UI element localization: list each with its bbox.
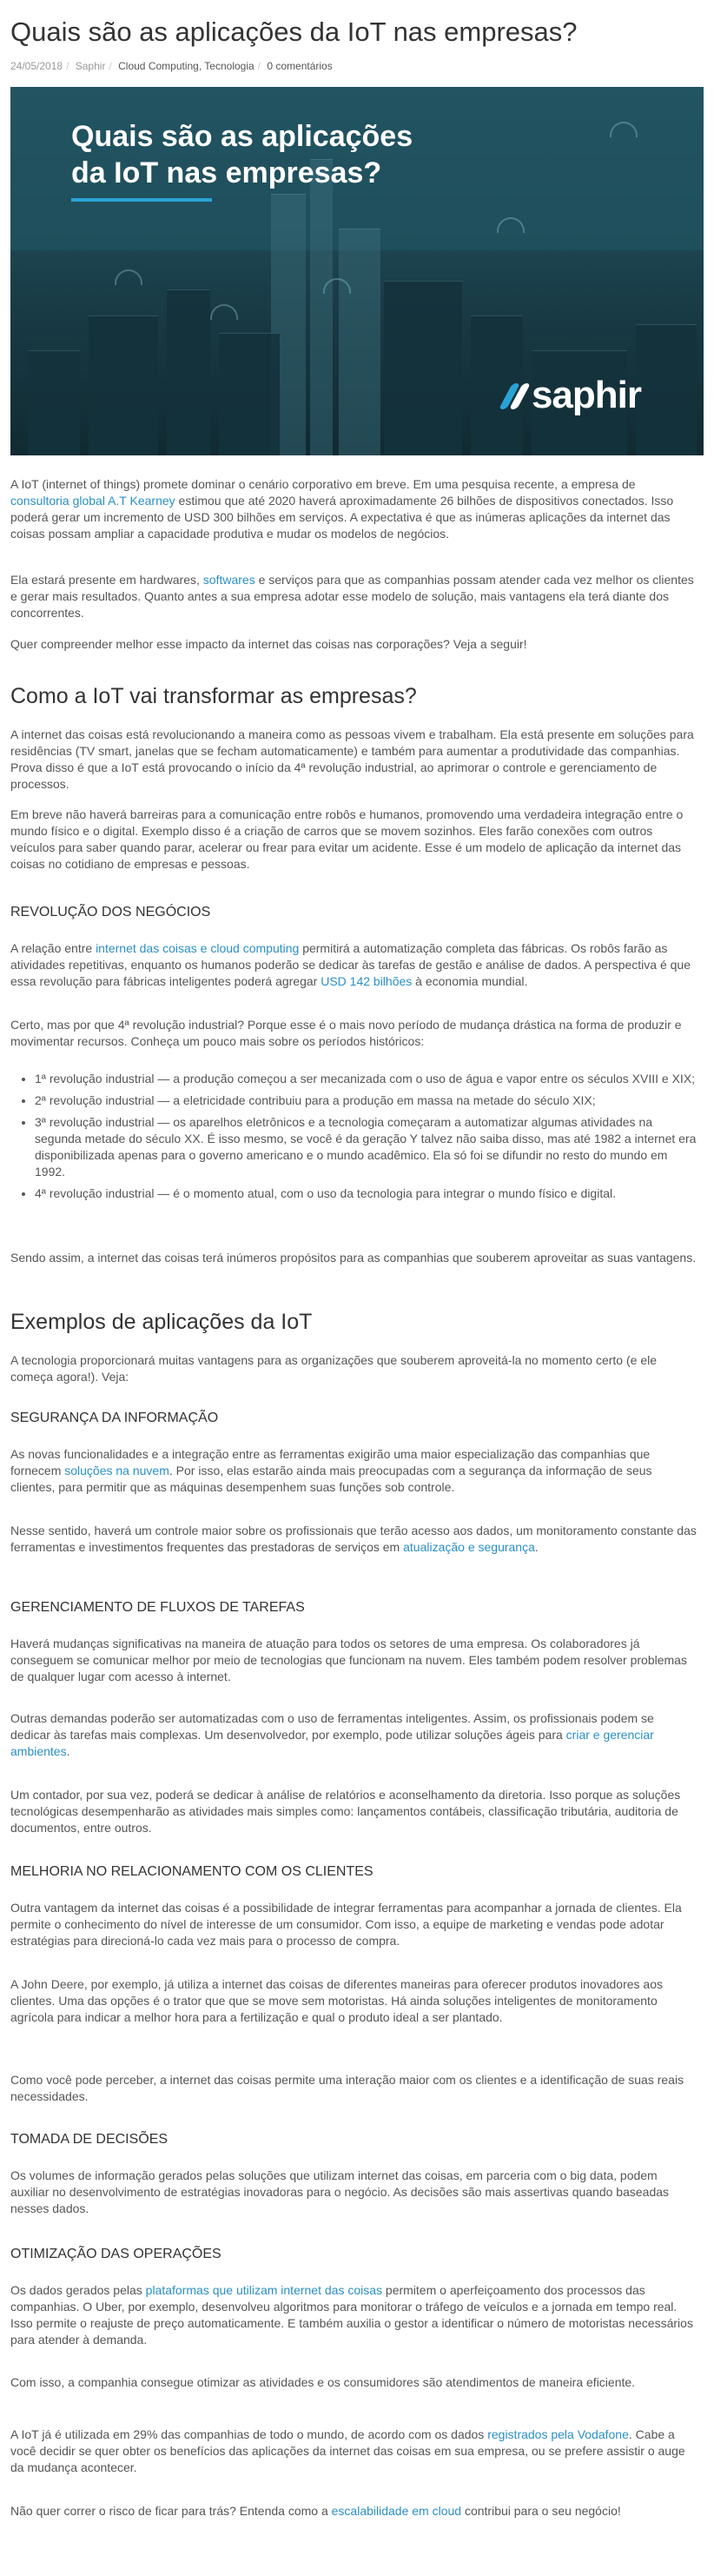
subsection-heading: GERENCIAMENTO DE FLUXOS DE TAREFAS <box>10 1600 305 1615</box>
section-paragraph: Haverá mudanças significativas na maneira de atuação para todos os setores de uma empresa. Os colaboradores já conseguem se comunicar melhor por meio de tecnologias que funcionam na nuvem. Eles também podem resolver problemas de qualquer lugar com acesso à internet. <box>10 1637 687 1683</box>
section-paragraph: Os volumes de informação gerados pelas soluções que utilizam internet das coisas, em parceria com o big data, podem auxiliar no desenvolvimento de estratégias inovadoras para o negócio. As decisões são mais assertivas quando baseadas nesses dados. <box>10 2168 670 2215</box>
section-paragraph: Em breve não haverá barreiras para a comunicação entre robôs e humanos, promovendo uma verdadeira integração entre o mundo físico e o digital. Exemplo disso é a criação de carros que se movem sozinhos. Eles farão conexões com outros veículos para saber quando parar, acelerar ou frear para evitar um acidente. Esse é um modelo de aplicação da internet das coisas no cotidiano de empresas e pessoas. <box>10 807 684 871</box>
subsection-heading: SEGURANÇA DA INFORMAÇÃO <box>10 1411 219 1425</box>
revolution-list <box>10 1071 697 1207</box>
section-heading: Exemplos de aplicações da IoT <box>10 1310 313 1334</box>
saphir-logo: saphir <box>502 374 641 417</box>
saphir-logo-icon <box>502 382 525 411</box>
section-paragraph: Outras demandas poderão ser automatizadas com o uso de ferramentas inteligentes. Assim, os profissionais podem se dedicar às tarefas mais complexas. Um desenvolvedor, por exemplo, pode utilizar soluções ágeis para criar e gerenciar ambientes. <box>10 1711 654 1758</box>
section-paragraph: Não quer correr o risco de ficar para trás? Entenda como a escalabilidade em cloud contribui para o seu negócio! <box>10 2504 621 2518</box>
section-paragraph: Outra vantagem da internet das coisas é a possibilidade de integrar ferramentas para acompanhar a jornada de clientes. Ela permite o conhecimento do nível de interesse de um consumidor. Com isso, a equipe de marketing e vendas pode adotar estratégias para direcioná-lo cada vez mais para o processo de compra. <box>10 1901 682 1948</box>
plataformas-link[interactable]: plataformas que utilizam internet das coisas <box>145 2283 383 2297</box>
seguranca-link[interactable]: atualização e segurança <box>403 1540 535 1554</box>
section-paragraph: A relação entre internet das coisas e cloud computing permitirá a automatização completa das fábricas. Os robôs farão as atividades repetitivas, enquanto os humanos poderão se dedicar às tarefas de gestão e análise de dados. A perspectiva é que essa revolução para fábricas inteligentes poderá agregar USD 142 bilhões à economia mundial. <box>10 941 691 988</box>
subsection-heading: REVOLUÇÃO DOS NEGÓCIOS <box>10 905 211 920</box>
intro-paragraph-3: Quer compreender melhor esse impacto da internet das coisas nas corporações? Veja a seguir! <box>10 637 527 651</box>
page-title: Quais são as aplicações da IoT nas empresas? <box>10 17 578 47</box>
section-paragraph: A John Deere, por exemplo, já utiliza a internet das coisas de diferentes maneiras para oferecer produtos inovadores aos clientes. Uma das opções é o trator que que se move sem motoristas. Há ainda soluções inteligentes de monitoramento agrícola para indicar a melhor hora para a fertilização e qual o produto ideal a ser plantado. <box>10 1977 663 2024</box>
intro-paragraph-2: Ela estará presente em hardwares, softwares e serviços para que as companhias possam atender cada vez melhor os clientes e gerar mais resultados. Quanto antes a sua empresa adotar esse modelo de solução, mais vantagens ela terá diante dos concorrentes. <box>10 573 694 620</box>
list-item: • 2ª revolução industrial — a eletricidade contribuiu para a produção em massa na metade do século XIX; <box>35 1092 697 1109</box>
subsection-heading: MELHORIA NO RELACIONAMENTO COM OS CLIENTES <box>10 1864 374 1879</box>
usd-link[interactable]: USD 142 bilhões <box>321 974 413 988</box>
section-paragraph: Sendo assim, a internet das coisas terá inúmeros propósitos para as companhias que souberem aproveitar as suas vantagens. <box>10 1251 697 1265</box>
iot-cloud-link[interactable]: internet das coisas e cloud computing <box>96 941 300 955</box>
section-paragraph: A tecnologia proporcionará muitas vantagens para as organizações que souberem aproveitá-la no momento certo (e ele começa agora!). Veja: <box>10 1353 657 1384</box>
hero-headline: Quais são as aplicações da IoT nas empresas? <box>71 120 413 189</box>
post-meta: 24/05/2018 / Saphir / Cloud Computing, Tecnologia / 0 comentários <box>10 60 333 72</box>
subsection-heading: OTIMIZAÇÃO DAS OPERAÇÕES <box>10 2247 221 2261</box>
list-item: • 4ª revolução industrial — é o momento atual, com o uso da tecnologia para integrar o mundo físico e digital. <box>35 1185 697 1202</box>
consultoria-link[interactable]: consultoria global A.T Kearney <box>10 494 175 508</box>
section-paragraph: Nesse sentido, haverá um controle maior sobre os profissionais que terão acesso aos dados, um monitoramento constante das ferramentas e investimentos frequentes das prestadoras de serviços em atualização e segurança. <box>10 1524 697 1554</box>
section-paragraph: Com isso, a companhia consegue otimizar as atividades e os consumidores são atendimentos de maneira eficiente. <box>10 2375 636 2389</box>
hero-underline <box>71 198 212 202</box>
list-item: • 1ª revolução industrial — a produção começou a ser mecanizada com o uso de água e vapor entre os séculos XVIII e XIX; <box>35 1071 697 1087</box>
section-paragraph: Certo, mas por que 4ª revolução industrial? Porque esse é o mais novo período de mudança drástica na forma de produzir e movimentar recursos. Conheça um pouco mais sobre os períodos históricos: <box>10 1018 682 1048</box>
comments-link[interactable]: 0 comentários <box>267 60 333 72</box>
section-paragraph: A IoT já é utilizada em 29% das companhias de todo o mundo, de acordo com os dados registrados pela Vodafone. Cabe a você decidir se quer obter os benefícios das aplicações da internet das coisas em sua empresa, ou se prefere assistir o auge da mudança acontecer. <box>10 2427 685 2474</box>
subsection-heading: TOMADA DE DECISÕES <box>10 2132 169 2147</box>
category-links[interactable]: Cloud Computing, Tecnologia <box>118 60 255 72</box>
article <box>0 0 714 455</box>
section-paragraph: Como você pode perceber, a internet das coisas permite uma interação maior com os clientes e a identificação de suas reais necessidades. <box>10 2073 684 2103</box>
escalabilidade-link[interactable]: escalabilidade em cloud <box>331 2504 462 2518</box>
vodafone-link[interactable]: registrados pela Vodafone <box>487 2427 629 2441</box>
list-item: • 3ª revolução industrial — os aparelhos eletrônicos e a tecnologia começaram a automatizar algumas atividades na segunda metade do século XX. É isso mesmo, se você é da geração Y talvez não saiba disso, mas até 1982 a internet era disponibilizada apenas para o governo americano e o mundo acadêmico. Ela só foi se difundir no resto do mundo em 1992. <box>35 1114 697 1180</box>
ambientes-link[interactable]: criar e gerenciar ambientes <box>10 1728 654 1758</box>
section-paragraph: A internet das coisas está revolucionando a maneira como as pessoas vivem e trabalham. Ela está presente em soluções para residências (TV smart, janelas que se fecham automaticamente) e também para aumentar a produtividade das companhias. Prova disso é que a IoT está provocando o início da 4ª revolução industrial, ao aprimorar o controle e gerenciamento de processos. <box>10 727 694 791</box>
nuvem-link[interactable]: soluções na nuvem <box>64 1464 169 1477</box>
section-heading: Como a IoT vai transformar as empresas? <box>10 684 417 708</box>
section-paragraph: Um contador, por sua vez, poderá se dedicar à análise de relatórios e aconselhamento da diretoria. Isso porque as soluções tecnológicas desempenharão as atividades mais simples como: lançamentos contábeis, classificação tributária, auditoria de documentos, entre outros. <box>10 1788 681 1835</box>
author-link[interactable]: Saphir <box>75 60 106 72</box>
softwares-link[interactable]: softwares <box>202 573 255 587</box>
hero-image <box>10 87 704 455</box>
section-paragraph: As novas funcionalidades e a integração entre as ferramentas exigirão uma maior especialização das companhias que fornecem soluções na nuvem. Por isso, elas estarão ainda mais preocupadas com a segurança da informação de seus clientes, para permitir que as máquinas desempenhem suas funções sob controle. <box>10 1447 652 1494</box>
section-paragraph: Os dados gerados pelas plataformas que utilizam internet das coisas permitem o aperfeiçoamento dos processos das companhias. O Uber, por exemplo, desenvolveu algoritmos para monitorar o tráfego de veículos e a jornada em tempo real. Isso permite o reajuste de preço automaticamente. E também auxilia o gestor a identificar o número de motoristas necessários para atender à demanda. <box>10 2283 693 2347</box>
post-date: 24/05/2018 <box>10 60 63 72</box>
intro-paragraph-1: A IoT (internet of things) promete dominar o cenário corporativo em breve. Em uma pesquisa recente, a empresa de consultoria global A.T Kearney estimou que até 2020 haverá aproximadamente 26 bilhões de dispositivos conectados. Isso poderá gerar um incremento de USD 300 bilhões em serviços. A expectativa é que as inúmeras aplicações da internet das coisas possam ampliar a capacidade produtiva e mudar os modelos de negócios. <box>10 477 674 541</box>
